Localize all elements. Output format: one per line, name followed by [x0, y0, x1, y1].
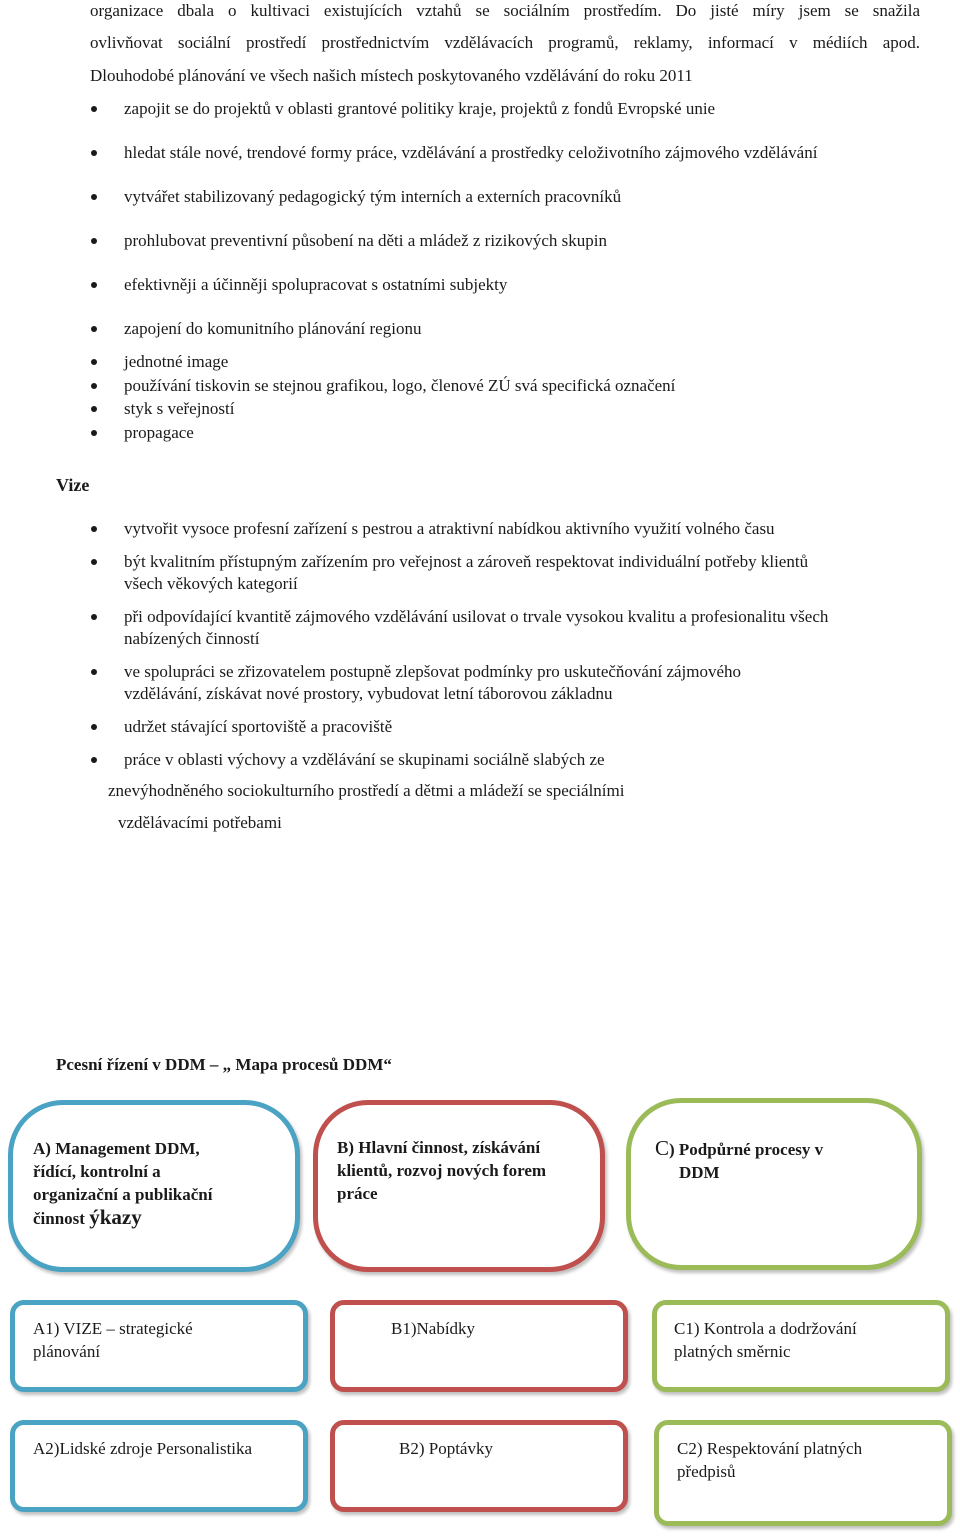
box-b-line: B) Hlavní činnost, získávání: [337, 1138, 541, 1157]
process-box-a2: [10, 1420, 308, 1512]
bullet-icon: [91, 559, 97, 565]
box-b1-line: B1)Nabídky: [391, 1319, 476, 1338]
bullet-icon: [91, 406, 97, 412]
process-map-title: Pcesní řízení v DDM – „ Mapa procesů DDM“: [56, 1055, 392, 1074]
bullet-icon: [91, 150, 97, 156]
box-a-line: A) Management DDM,: [33, 1139, 200, 1158]
vize-continuation-2: vzdělávacími potřebami: [118, 813, 282, 832]
process-box-b1: [330, 1300, 628, 1392]
process-box-c1: [652, 1300, 950, 1392]
process-box-b: [313, 1100, 605, 1272]
bullet-icon: [91, 669, 97, 675]
bullet-icon: [91, 238, 97, 244]
intro-line-2: ovlivňovat sociální prostředí prostřednictvím vzdělávacích programů, reklamy, informací v médiích apod.: [90, 33, 920, 52]
box-c2-line: C2) Respektování platných: [677, 1439, 863, 1458]
box-a2-line: A2)Lidské zdroje Personalistika: [33, 1439, 253, 1458]
box-a-line: činnost: [33, 1209, 90, 1228]
bullet-icon: [91, 194, 97, 200]
process-box-c2: [654, 1420, 952, 1526]
bullet-icon: [91, 430, 97, 436]
bullet-icon: [91, 757, 97, 763]
box-a-line: organizační a publikační: [33, 1185, 213, 1204]
bullet-icon: [91, 614, 97, 620]
box-c-line: DDM: [679, 1163, 720, 1182]
box-b-line: práce: [337, 1184, 378, 1203]
intro-line-1: organizace dbala o kultivaci existujících vztahů se sociálním prostředím. Do jisté míry jsem se snažila: [90, 1, 920, 20]
box-b2-line: B2) Poptávky: [399, 1439, 493, 1458]
bullet-icon: [91, 724, 97, 730]
vize-heading: Vize: [56, 475, 90, 495]
box-c2-line: předpisů: [677, 1462, 736, 1481]
bullet-icon: [91, 383, 97, 389]
process-box-c: [626, 1098, 922, 1270]
bullet-icon: [91, 106, 97, 112]
process-box-b2: [330, 1420, 628, 1512]
vize-continuation-1: znevýhodněného sociokulturního prostředí a dětmi a mládeží se speciálními: [108, 781, 625, 800]
box-a-line: ýkazy: [89, 1205, 142, 1229]
bullet-icon: [91, 326, 97, 332]
process-box-a: [8, 1100, 300, 1272]
bullet-icon: [91, 526, 97, 532]
box-a-line: řídící, kontrolní a: [33, 1162, 161, 1181]
box-c1-line: C1) Kontrola a dodržování: [674, 1319, 857, 1338]
box-b-line: klientů, rozvoj nových forem: [337, 1161, 547, 1180]
intro-line-3: Dlouhodobé plánování ve všech našich místech poskytovaného vzdělávání do roku 2011: [90, 66, 693, 85]
process-box-a1: [10, 1300, 308, 1392]
box-c-line: C: [655, 1136, 670, 1160]
box-a1-line: plánování: [33, 1342, 101, 1361]
bullet-icon: [91, 282, 97, 288]
box-c1-line: platných směrnic: [674, 1342, 791, 1361]
box-a1-line: A1) VIZE – strategické: [33, 1319, 193, 1338]
box-c-line: ) Podpůrné procesy v: [669, 1140, 824, 1159]
bullet-icon: [91, 359, 97, 365]
